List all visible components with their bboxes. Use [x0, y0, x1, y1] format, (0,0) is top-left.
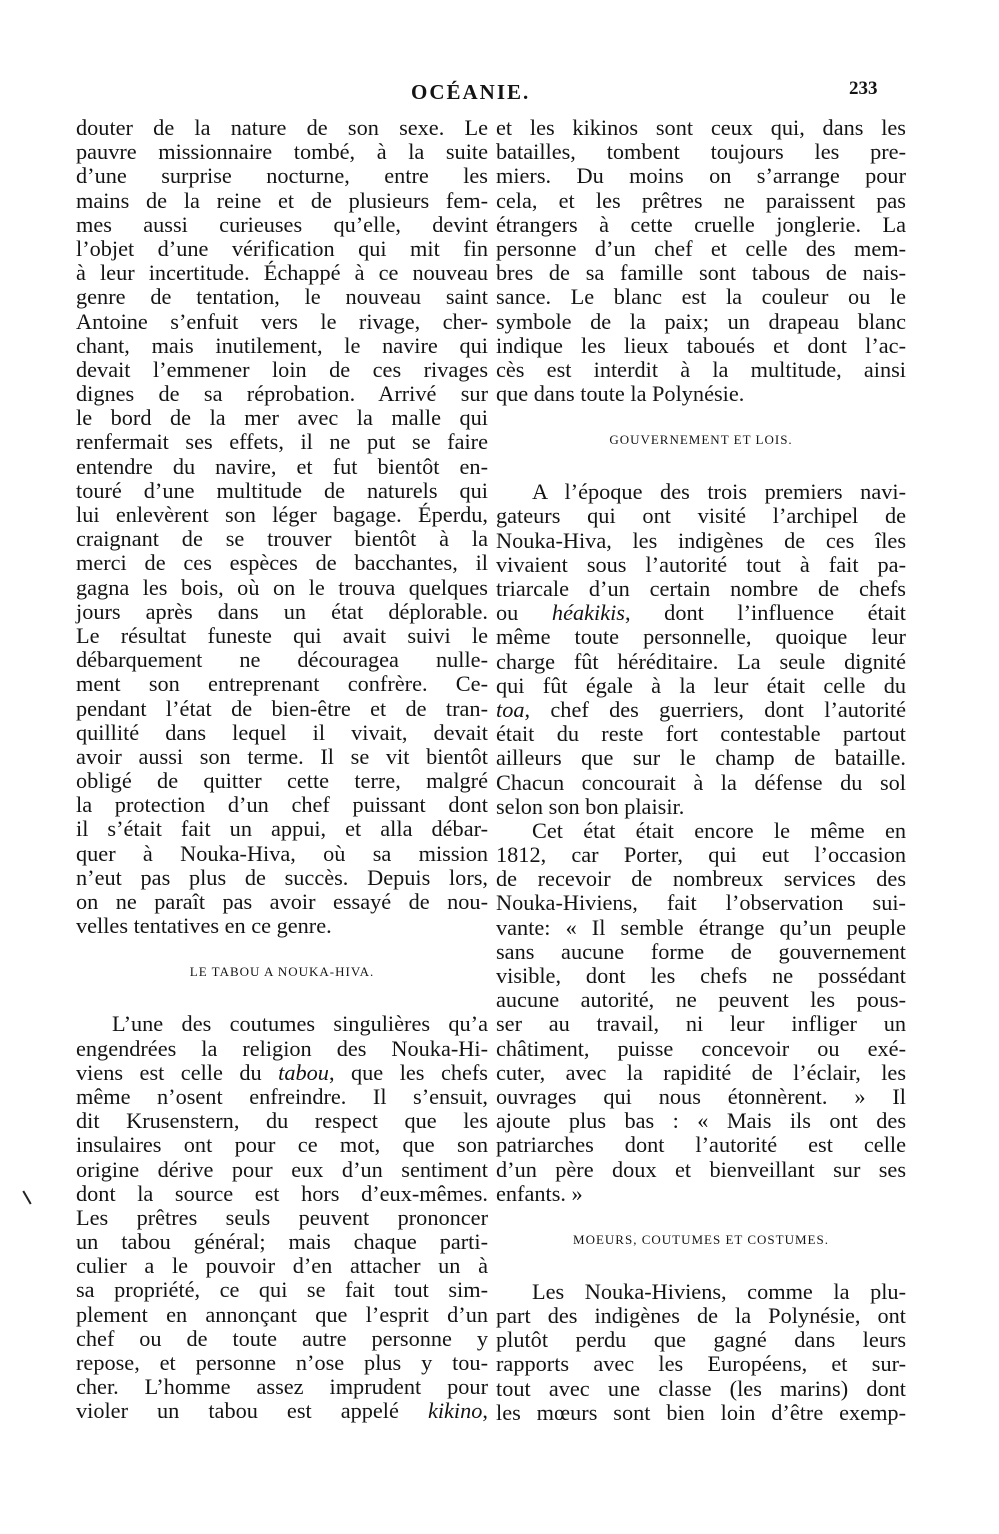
- text-line: [496, 529, 906, 553]
- text-line: [76, 866, 488, 890]
- line-text: cuter, avec la rapidité de l’éclair, les: [496, 1059, 906, 1085]
- line-text: plutôt perdu que gagné dans leurs: [496, 1327, 906, 1353]
- text-line: [76, 697, 488, 721]
- line-text: cher. L’homme assez imprudent pour: [76, 1374, 488, 1400]
- line-text: Les prêtres seuls peuvent prononcer: [76, 1204, 488, 1230]
- line-text: à leur incertitude. Échappé à ce nouveau: [76, 260, 488, 286]
- line-text: genre de tentation, le nouveau saint: [76, 284, 488, 310]
- line-text: charge fût héréditaire. La seule dignité: [496, 648, 906, 674]
- line-text: Nouka-Hiva, les indigènes de ces îles: [496, 527, 906, 553]
- text-line: [496, 140, 906, 164]
- text-line: [496, 1280, 906, 1304]
- line-text: était du reste fort contestable partout: [496, 721, 906, 747]
- text-line: [496, 650, 906, 674]
- text-line: [76, 1133, 488, 1157]
- line-text: jours après dans un état déplorable.: [76, 598, 488, 624]
- text-line: [496, 1037, 906, 1061]
- line-text: mains de la reine et de plusieurs fem-: [76, 187, 488, 213]
- text-line: [496, 625, 906, 649]
- text-line: [76, 745, 488, 769]
- line-text: vivaient sous l’autorité tout à fait pa-: [496, 551, 906, 577]
- line-text: triarcale d’un certain nombre de chefs: [496, 576, 906, 601]
- margin-mark: [22, 1190, 32, 1204]
- text-line: [76, 1206, 488, 1230]
- line-text: sance. Le blanc est la couleur ou le: [496, 284, 906, 310]
- line-text: Chacun concourait à la défense du sol: [496, 769, 906, 795]
- text-line: [496, 1377, 906, 1401]
- line-text: sa propriété, ce qui se fait tout sim-: [76, 1277, 488, 1303]
- text-line: [496, 1352, 906, 1376]
- text-line: [76, 503, 488, 527]
- text-line: [496, 213, 906, 237]
- line-text: insulaires ont pour ce mot, que son: [76, 1132, 488, 1158]
- line-text: n’eut pas plus de succès. Depuis lors,: [76, 864, 488, 890]
- line-text: ser au travail, ni leur infliger un: [496, 1011, 906, 1037]
- text-line: [76, 1037, 488, 1061]
- text-line: [496, 1012, 906, 1036]
- text-line: [76, 624, 488, 648]
- text-line: [496, 1401, 906, 1425]
- text-line: [496, 988, 906, 1012]
- text-line: [76, 237, 488, 261]
- line-text: chant, mais inutilement, le navire qui: [76, 332, 488, 358]
- line-text: pauvre missionnaire tombé, à la suite: [76, 139, 488, 165]
- line-text: l’objet d’une vérification qui mit fin: [76, 235, 488, 261]
- line-text: que dans toute la Polynésie.: [496, 381, 745, 407]
- line-text: batailles, tombent toujours les pre-: [496, 139, 906, 165]
- text-line: [76, 358, 488, 382]
- line-text: 1812, car Porter, qui eut l’occasion: [496, 842, 906, 868]
- text-line: [76, 793, 488, 817]
- text-line: [496, 1182, 906, 1206]
- text-line: [76, 648, 488, 672]
- line-text: ou: [496, 600, 552, 626]
- text-line: [76, 576, 488, 600]
- left-column: [76, 116, 488, 1424]
- text-line: [76, 261, 488, 285]
- text-line: [76, 285, 488, 309]
- line-text: Cet état était encore le même en: [532, 817, 906, 843]
- text-line: [76, 842, 488, 866]
- text-line: [76, 600, 488, 624]
- italic-term: tabou: [278, 1059, 329, 1085]
- text-line: [496, 553, 906, 577]
- line-text: violer un tabou est appelé: [76, 1398, 428, 1424]
- line-text: viens est celle du: [76, 1059, 279, 1085]
- text-line: [496, 867, 906, 891]
- text-line: [496, 164, 906, 188]
- line-text: velles tentatives en ce genre.: [76, 913, 332, 939]
- line-text: enfants. »: [496, 1180, 583, 1206]
- line-text: gagna les bois, où on le trouva quelques: [76, 574, 488, 600]
- line-text: patriarches dont l’autorité est celle: [496, 1132, 906, 1158]
- text-line: [76, 1327, 488, 1351]
- line-text: aucune autorité, ne peuvent les pous-: [496, 987, 906, 1013]
- text-line: [496, 358, 906, 382]
- running-title: OCÉANIE.: [411, 80, 531, 104]
- line-text: de recevoir de nombreux services des: [496, 866, 906, 892]
- line-text: cela, et les prêtres ne paraissent pas: [496, 187, 906, 213]
- line-text: rapports avec les Européens, et sur-: [496, 1351, 906, 1377]
- text-line: [496, 1304, 906, 1328]
- right-column: [496, 116, 906, 1425]
- text-line: [76, 551, 488, 575]
- paragraph-1: [496, 116, 906, 406]
- text-line: [496, 1158, 906, 1182]
- italic-term: toa: [496, 696, 525, 722]
- text-line: [76, 1158, 488, 1182]
- text-line: [496, 722, 906, 746]
- line-text: et les kikinos sont ceux qui, dans les: [496, 115, 906, 140]
- text-line: [76, 1254, 488, 1278]
- text-line: [496, 1061, 906, 1085]
- text-line: [76, 1399, 488, 1423]
- line-text-after: , chef des guerriers, dont l’autorité: [524, 696, 906, 722]
- line-text: châtiment, puisse concevoir ou exé-: [496, 1035, 906, 1061]
- line-text: entendre du navire, et fut bientôt en-: [76, 453, 488, 479]
- text-line: [496, 1133, 906, 1157]
- text-line: [76, 817, 488, 841]
- text-line: [76, 1061, 488, 1085]
- paragraph-3: [496, 819, 906, 1206]
- text-line: [76, 189, 488, 213]
- line-text: devait l’emmener loin de ces rivages: [76, 356, 488, 382]
- text-line: [76, 334, 488, 358]
- text-line: [496, 237, 906, 261]
- line-text: touré d’une multitude de naturels qui: [76, 477, 488, 503]
- line-text: plement en annonçant que l’esprit d’un: [76, 1301, 488, 1327]
- text-line: [76, 164, 488, 188]
- text-line: [496, 116, 906, 140]
- text-line: [496, 698, 906, 722]
- paragraph-4: [496, 1280, 906, 1425]
- line-text: même toute personnelle, quoique leur: [496, 624, 906, 650]
- line-text: Nouka-Hiviens, fait l’observation sui-: [496, 890, 906, 916]
- page-number: 233: [849, 78, 878, 99]
- text-line: [76, 527, 488, 551]
- text-line: [76, 140, 488, 164]
- italic-term: héakikis: [551, 600, 625, 626]
- text-line: [76, 310, 488, 334]
- text-line: [496, 674, 906, 698]
- line-text: obligé de quitter cette terre, malgré: [76, 768, 488, 794]
- text-line: [496, 940, 906, 964]
- text-line: [76, 1109, 488, 1133]
- line-text: selon son bon plaisir.: [496, 793, 685, 819]
- text-line: [76, 1230, 488, 1254]
- line-text: ailleurs que sur le champ de bataille.: [496, 745, 906, 771]
- text-line: [496, 382, 906, 406]
- line-text-after: , que les chefs: [328, 1059, 488, 1085]
- line-text: dit Krusenstern, du respect que les: [76, 1108, 488, 1134]
- line-text: tout avec une classe (les marins) dont: [496, 1375, 906, 1401]
- line-text: cès est interdit à la multitude, ainsi: [496, 356, 906, 382]
- line-text: douter de la nature de son sexe. Le: [76, 115, 488, 140]
- line-text: débarquement ne découragea nulle-: [76, 647, 488, 673]
- line-text: personne d’un chef et celle des mem-: [496, 235, 906, 261]
- text-line: [496, 843, 906, 867]
- line-text: chef ou de toute autre personne y: [76, 1325, 488, 1351]
- line-text: miers. Du moins on s’arrange pour: [496, 163, 906, 189]
- text-line: [76, 1278, 488, 1302]
- line-text: même n’osent enfreindre. Il s’ensuit,: [76, 1083, 488, 1109]
- text-line: [496, 771, 906, 795]
- text-line: [496, 964, 906, 988]
- line-text: part des indigènes de la Polynésie, ont: [496, 1303, 906, 1329]
- line-text: un tabou général; mais chaque parti-: [76, 1229, 488, 1255]
- text-line: [496, 310, 906, 334]
- line-text: d’une surprise nocturne, entre les: [76, 163, 488, 189]
- line-text: le bord de la mer avec la malle qui: [76, 405, 488, 431]
- line-text: symbole de la paix; un drapeau blanc: [496, 308, 906, 334]
- text-line: [76, 382, 488, 406]
- text-line: [76, 1351, 488, 1375]
- text-line: [76, 672, 488, 696]
- line-text: avoir aussi son terme. Il se vit bientôt: [76, 743, 488, 769]
- line-text: il s’était fait un appui, et alla débar-: [76, 816, 488, 842]
- line-text: sans aucune forme de gouvernement: [496, 938, 906, 964]
- text-line: [76, 430, 488, 454]
- text-line: [76, 406, 488, 430]
- text-line: [496, 189, 906, 213]
- line-text: on ne paraît pas avoir essayé de nou-: [76, 889, 488, 914]
- line-text: étrangers à cette cruelle jonglerie. La: [496, 211, 906, 237]
- paragraph-2: [76, 1012, 488, 1423]
- text-line: [496, 1328, 906, 1352]
- line-text: culier a le pouvoir d’en attacher un à: [76, 1253, 488, 1279]
- text-line: [76, 721, 488, 745]
- line-text: Le résultat funeste qui avait suivi le: [76, 622, 488, 648]
- text-line: [76, 455, 488, 479]
- line-text: dont la source est hors d’eux-mêmes.: [76, 1180, 488, 1206]
- text-line: [496, 334, 906, 358]
- line-text: ouvrages qui nous étonnèrent. » Il: [496, 1083, 906, 1109]
- line-text: Antoine s’enfuit vers le rivage, cher-: [76, 308, 488, 334]
- line-text: merci de ces espèces de bacchantes, il: [76, 550, 488, 576]
- line-text: bres de sa famille sont tabous de nais-: [496, 260, 906, 286]
- line-text: les mœurs sont bien loin d’être exemp-: [496, 1399, 906, 1425]
- text-line: [496, 1109, 906, 1133]
- text-line: [496, 577, 906, 601]
- line-text: origine dérive pour eux d’un sentiment: [76, 1156, 488, 1182]
- line-text: pendant l’état de bien-être et de tran-: [76, 695, 488, 721]
- text-line: [496, 916, 906, 940]
- line-text: lui enlevèrent son léger bagage. Éperdu,: [76, 502, 488, 527]
- text-line: [76, 116, 488, 140]
- text-line: [76, 213, 488, 237]
- text-line: [76, 914, 488, 938]
- line-text-after: , dont l’influence était: [624, 600, 906, 626]
- text-line: [76, 1012, 488, 1036]
- text-line: [496, 795, 906, 819]
- text-line: [496, 746, 906, 770]
- line-text: indique les lieux taboués et dont l’ac-: [496, 332, 906, 358]
- text-line: [496, 285, 906, 309]
- text-line: [76, 890, 488, 914]
- line-text: quillité dans lequel il vivait, devait: [76, 719, 488, 745]
- line-text: la protection d’un chef puissant dont: [76, 792, 488, 818]
- section-heading-tabou: LE TABOU A NOUKA-HIVA.: [189, 964, 375, 980]
- text-line: [76, 769, 488, 793]
- text-line: [496, 891, 906, 915]
- text-line: [76, 1303, 488, 1327]
- line-text: renfermait ses effets, il ne put se faire: [76, 429, 488, 455]
- section-heading-moeurs: MOEURS, COUTUMES ET COSTUMES.: [573, 1231, 829, 1247]
- line-text: A l’époque des trois premiers navi-: [532, 479, 906, 505]
- line-text: Les Nouka-Hiviens, comme la plu-: [532, 1278, 906, 1304]
- text-line: [76, 1182, 488, 1206]
- line-text: d’un père doux et bienveillant sur ses: [496, 1156, 906, 1182]
- line-text: qui fût égale à la leur était celle du: [496, 672, 906, 698]
- text-line: [496, 261, 906, 285]
- text-line: [496, 819, 906, 843]
- running-head: [0, 80, 999, 110]
- text-line: [76, 479, 488, 503]
- line-text: quer à Nouka-Hiva, où sa mission: [76, 840, 488, 866]
- text-line: [496, 601, 906, 625]
- line-text: visible, dont les chefs ne possédant: [496, 963, 906, 988]
- line-text-after: ,: [482, 1398, 488, 1424]
- section-heading-gouvernement: GOUVERNEMENT ET LOIS.: [609, 432, 793, 448]
- text-line: [496, 1085, 906, 1109]
- italic-term: kikino: [427, 1398, 483, 1424]
- text-line: [76, 1085, 488, 1109]
- line-text: engendrées la religion des Nouka-Hi-: [76, 1035, 488, 1061]
- line-text: ment son entreprenant confrère. Ce-: [76, 671, 488, 697]
- line-text: repose, et personne n’ose plus y tou-: [76, 1350, 488, 1375]
- line-text: craignant de se trouver bientôt à la: [76, 526, 488, 552]
- text-line: [496, 504, 906, 528]
- line-text: ajoute plus bas : « Mais ils ont des: [496, 1108, 906, 1134]
- line-text: L’une des coutumes singulières qu’a: [112, 1011, 488, 1037]
- paragraph-2: [496, 480, 906, 819]
- line-text: vante: « Il semble étrange qu’un peuple: [496, 914, 906, 940]
- line-text: gateurs qui ont visité l’archipel de: [496, 503, 906, 529]
- line-text: mes aussi curieuses qu’elle, devint: [76, 211, 488, 237]
- line-text: dignes de sa réprobation. Arrivé sur: [76, 381, 488, 407]
- text-line: [496, 480, 906, 504]
- text-line: [76, 1375, 488, 1399]
- paragraph-1: [76, 116, 488, 938]
